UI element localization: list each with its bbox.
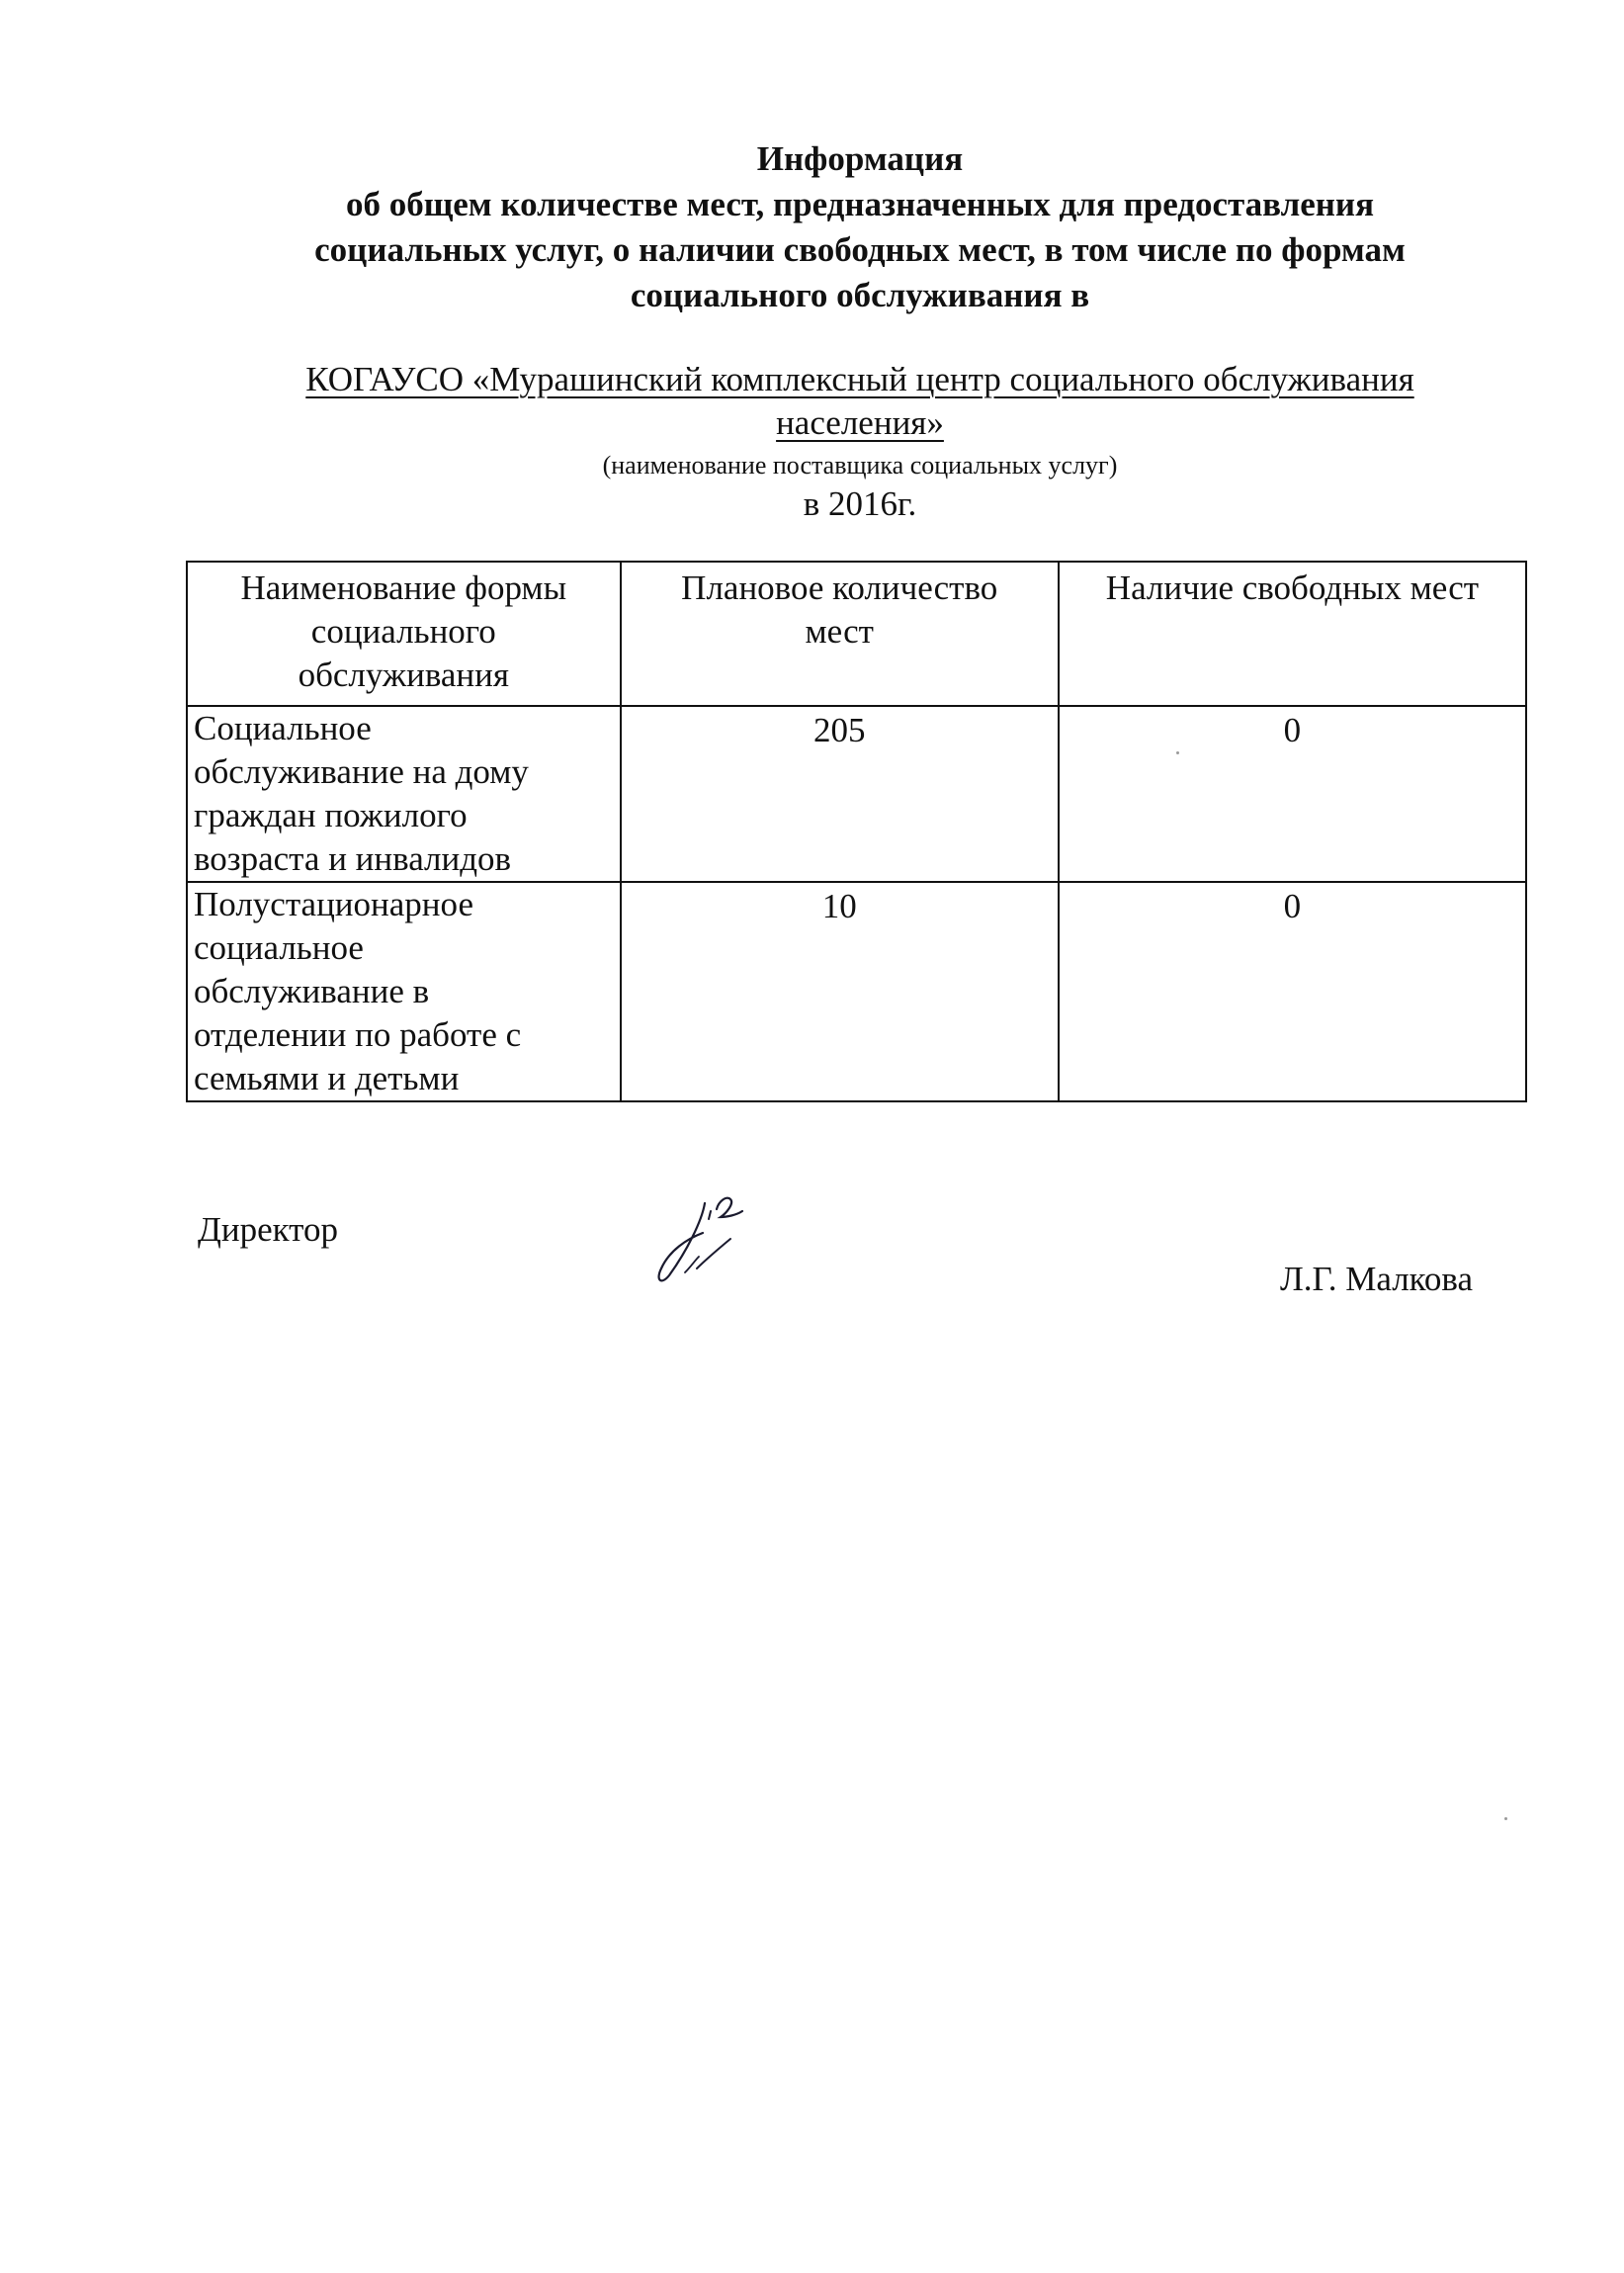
title-line: социальных услуг, о наличии свободных мест, в том числе по формам <box>314 230 1406 269</box>
header-line: обслуживания <box>298 656 509 694</box>
cell-line: социальное <box>194 928 364 967</box>
places-table <box>186 561 1527 1102</box>
cell-line: отделении по работе с <box>194 1015 522 1054</box>
provider-caption: (наименование поставщика социальных услуг) <box>602 451 1118 480</box>
provider-name-line: населения» <box>776 403 944 442</box>
header-line: Наличие свободных мест <box>1105 568 1480 607</box>
document-title <box>198 136 1522 318</box>
cell-line: семьями и детьми <box>194 1059 460 1097</box>
title-line: об общем количестве мест, предназначенных для предоставления <box>345 185 1375 223</box>
row-form-name <box>187 706 621 882</box>
table-header-row <box>187 562 1526 706</box>
header-line: мест <box>805 612 874 651</box>
header-line: Плановое количество <box>681 568 998 607</box>
row-planned-value: 10 <box>621 882 1059 1101</box>
scan-speck <box>1176 751 1179 754</box>
provider-block <box>198 358 1522 526</box>
cell-line: Социальное <box>194 709 372 747</box>
signatory-name: Л.Г. Малкова <box>1279 1260 1473 1298</box>
row-form-name <box>187 882 621 1101</box>
header-line: Наименование формы <box>240 568 567 607</box>
header-line: социального <box>310 612 496 651</box>
header-planned-places <box>621 562 1059 706</box>
cell-line: обслуживание на дому <box>194 752 529 791</box>
row-free-value: 0 <box>1059 882 1526 1101</box>
title-line: Информация <box>756 139 964 178</box>
scan-speck <box>1504 1817 1507 1820</box>
header-form-name <box>187 562 621 706</box>
title-line: социального обслуживания в <box>630 276 1090 314</box>
provider-name <box>198 358 1522 445</box>
provider-name-line: КОГАУСО «Мурашинский комплексный центр социального обслуживания <box>305 360 1414 398</box>
signatory-position: Директор <box>198 1210 339 1249</box>
report-year: в 2016г. <box>803 484 917 523</box>
table-row <box>187 706 1526 882</box>
cell-line: возраста и инвалидов <box>194 839 512 878</box>
cell-line: обслуживание в <box>194 972 430 1010</box>
row-free-value: 0 <box>1059 706 1526 882</box>
handwritten-signature <box>647 1181 766 1290</box>
cell-line: Полустационарное <box>194 885 473 923</box>
table-row <box>187 882 1526 1101</box>
row-planned-value: 205 <box>621 706 1059 882</box>
cell-line: граждан пожилого <box>194 796 468 834</box>
header-free-places <box>1059 562 1526 706</box>
